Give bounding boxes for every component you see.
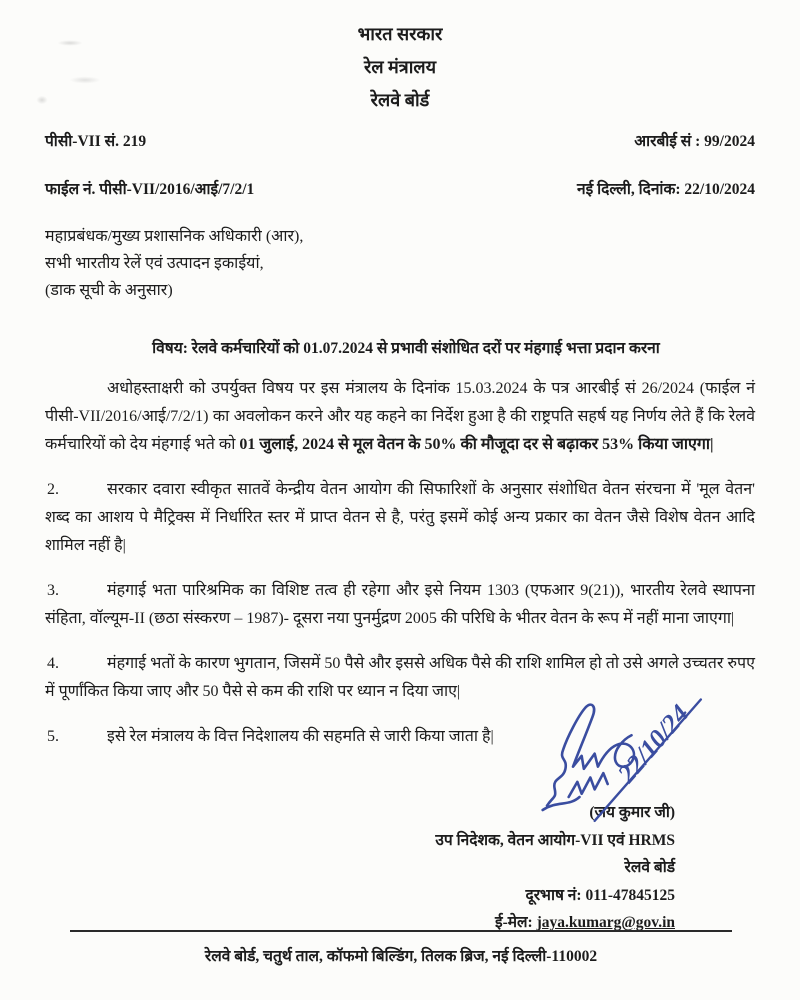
signatory-designation: उप निदेशक, वेतन आयोग-VII एवं HRMS bbox=[435, 831, 675, 849]
paragraph-4-text: मंहगाई भतों के कारण भुगतान, जिसमें 50 पैसे और इससे अधिक पैसे की राशि शामिल हो तो उसे अगले उच्चतर रुपए में पूर्णांकित किया जाए और 50 पैसे से कम की राशि पर ध्यान न दिया जाए| bbox=[45, 655, 755, 700]
paragraph-1-text: अधोहस्ताक्षरी को उपर्युक्त विषय पर इस मंत्रालय के दिनांक 15.03.2024 के पत्र आरबीई सं 26/2024 (फाईल नं पीसी-VII/2016/आई/7/2/1) का अवलोकन करने और यह कहने का निर्देश हुआ है की राष्ट्रपति सहर्ष यह निर्णय लेते हैं कि रेलवे कर्मचारियों को देय मंहगाई भते को bbox=[45, 380, 755, 453]
handwritten-signature bbox=[515, 693, 735, 823]
reference-row-2 bbox=[45, 177, 755, 199]
letterhead bbox=[45, 18, 755, 117]
rbe-number: आरबीई सं : 99/2024 bbox=[634, 133, 755, 150]
paragraph-1-bold-text: 01 जुलाई, 2024 से मूल वेतन के 50% की मौजूदा दर से बढ़ाकर 53% किया जाएगा| bbox=[239, 436, 714, 453]
letterhead-ministry: रेल मंत्रालय bbox=[363, 57, 437, 77]
paragraph-2 bbox=[45, 476, 755, 560]
signatory-organization: रेलवे बोर्ड bbox=[624, 859, 675, 876]
addressee-line-3: (डाक सूची के अनुसार) bbox=[45, 282, 173, 299]
addressee-line-1: महाप्रबंधक/मुख्य प्रशासनिक अधिकारी (आर), bbox=[45, 228, 304, 245]
signatory-phone: दूरभाष नं: 011-47845125 bbox=[525, 886, 675, 904]
letterhead-board: रेलवे बोर्ड bbox=[370, 90, 430, 110]
paragraph-5-number: 5. bbox=[47, 728, 59, 745]
paragraph-3-number: 3. bbox=[47, 582, 59, 599]
place-and-date: नई दिल्ली, दिनांक: 22/10/2024 bbox=[576, 181, 755, 198]
reference-row-1 bbox=[45, 129, 755, 151]
signoff-section bbox=[45, 699, 755, 937]
email-label: ई-मेल: bbox=[494, 914, 537, 931]
letterhead-government: भारत सरकार bbox=[357, 24, 443, 44]
paragraph-4-number: 4. bbox=[47, 655, 59, 672]
addressee-line-2: सभी भारतीय रेलें एवं उत्पादन इकाईयां, bbox=[45, 255, 264, 272]
footer bbox=[70, 930, 732, 966]
paragraph-5 bbox=[45, 723, 514, 751]
signature-stroke-zigzag bbox=[569, 773, 608, 797]
footer-divider bbox=[70, 930, 732, 932]
paragraph-2-text: सरकार दवारा स्वीकृत सातवें केन्द्रीय वेतन आयोग की सिफारिशों के अनुसार संशोधित वेतन संरचना में 'मूल वेतन' शब्द का आशय पे मैट्रिक्स में निर्धारित स्तर में प्राप्त वेतन से है, परंतु इसमें कोई अन्य प्रकार का वेतन जैसे विशेष वेतन आदि शामिल नहीं है| bbox=[45, 481, 755, 554]
subject-line: विषय: रेलवे कर्मचारियों को 01.07.2024 से प्रभावी संशोधित दरों पर मंहगाई भत्ता प्रदान करना bbox=[152, 340, 660, 357]
signature-date-text: 22/10/24 bbox=[611, 699, 695, 788]
pc-serial-number: पीसी-VII सं. 219 bbox=[45, 133, 147, 150]
paragraph-2-number: 2. bbox=[47, 481, 59, 498]
signature-ink-icon bbox=[515, 693, 735, 823]
signatory-name: (जय कुमार जी) bbox=[589, 804, 675, 821]
addressee-block bbox=[45, 223, 755, 304]
paragraph-3-text: मंहगाई भता पारिश्रमिक का विशिष्ट तत्व ही रहेगा और इसे नियम 1303 (एफआर 9(21)), भारतीय रेलवे स्थापना संहिता, वॉल्यूम-II (छठा संस्करण – 1987)- दूसरा नया पुनर्मुद्रण 2005 की परिधि के भीतर वेतन के रूप में नहीं माना जाएगा| bbox=[45, 582, 755, 627]
email-address: jaya.kumarg@gov.in bbox=[536, 914, 675, 931]
paragraph-5-text: इसे रेल मंत्रालय के वित्त निदेशालय की सहमति से जारी किया जाता है| bbox=[107, 728, 494, 745]
paragraph-3 bbox=[45, 577, 755, 633]
paragraph-1 bbox=[45, 375, 755, 459]
file-number: फाईल नं. पीसी-VII/2016/आई/7/2/1 bbox=[45, 181, 255, 198]
footer-address: रेलवे बोर्ड, चतुर्थ ताल, कॉफमो बिल्डिंग, तिलक ब्रिज, नई दिल्ली-110002 bbox=[204, 948, 598, 965]
